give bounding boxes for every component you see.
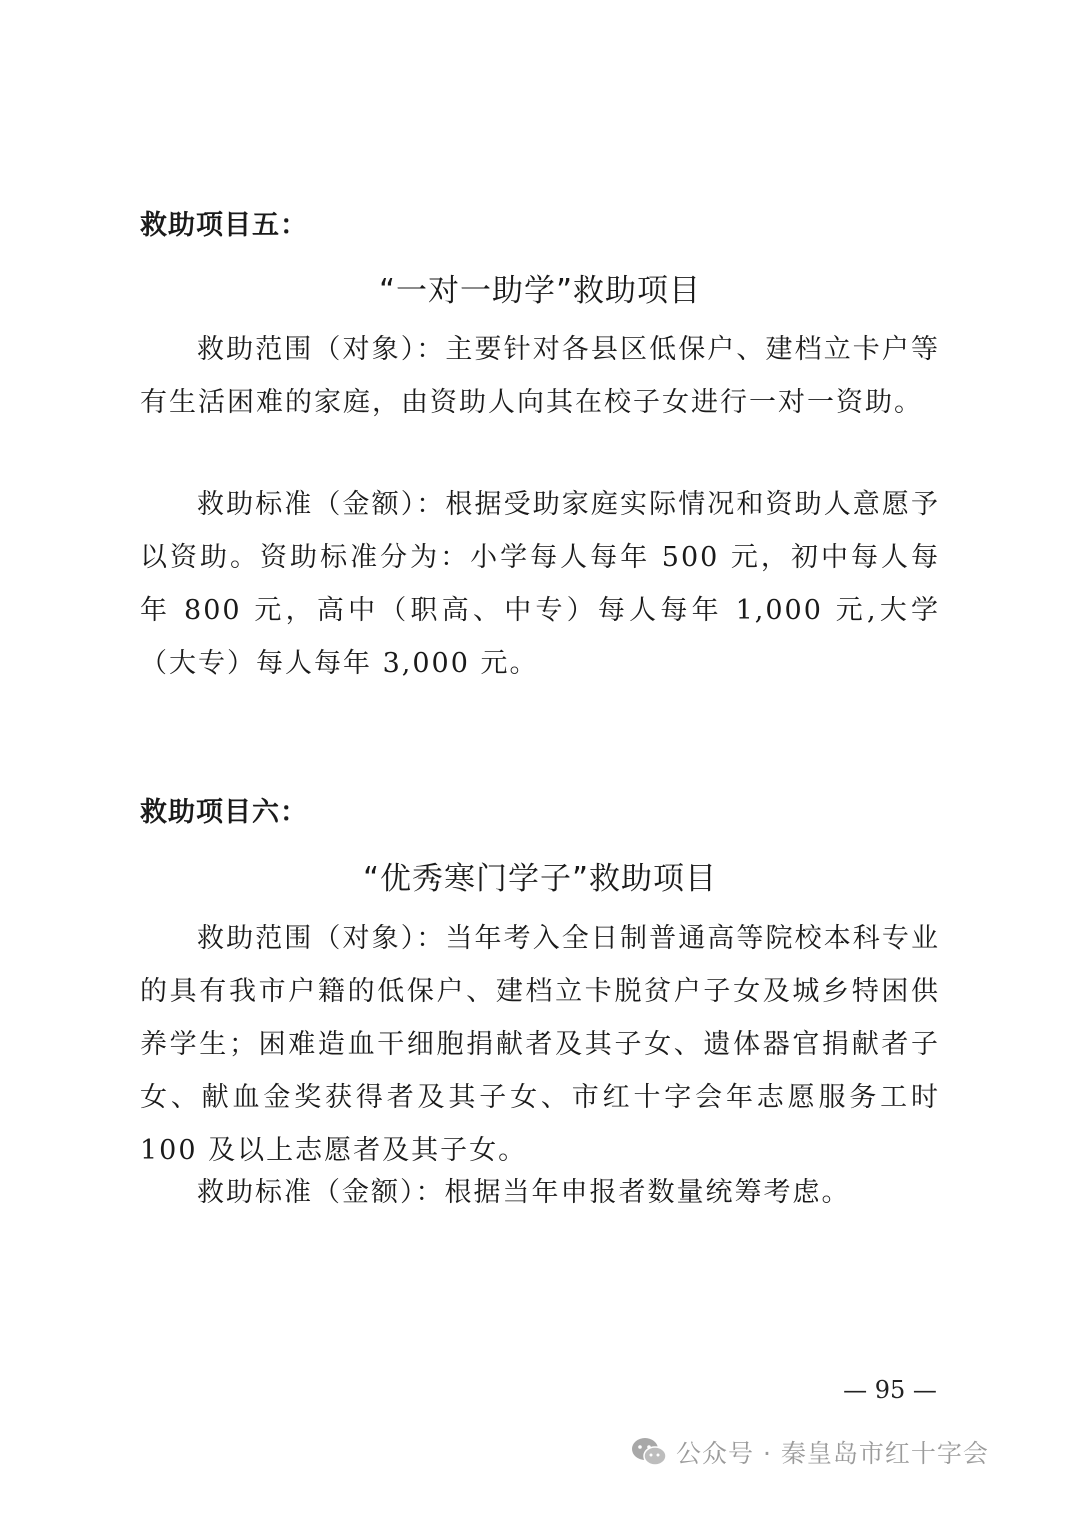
section5-heading: 救助项目五： (140, 210, 308, 241)
watermark (630, 1434, 989, 1470)
section6-standard: 救助标准（金额）：根据当年申报者数量统筹考虑。 (197, 1177, 851, 1208)
watermark-text: 公众号 · 秦皇岛市红十字会 (676, 1439, 989, 1468)
wechat-icon (630, 1436, 668, 1468)
section6-title: “优秀寒门学子”救助项目 (362, 861, 718, 897)
section5-scope: 救助范围（对象）：主要针对各县区低保户、建档立卡户等有生活困难的家庭，由资助人向其在校子女进行一对一资助。 (140, 334, 940, 418)
page-number: — 95 — (843, 1376, 937, 1404)
section5-standard: 救助标准（金额）：根据受助家庭实际情况和资助人意愿予以资助。资助标准分为：小学每人每年 500 元，初中每人每年 800 元，高中（职高、中专）每人每年 1,000 元,大学（大专）每人每年 3,000 元。 (140, 489, 940, 679)
section5-title: “一对一助学”救助项目 (378, 273, 702, 309)
section6-scope: 救助范围（对象）：当年考入全日制普通高等院校本科专业的具有我市户籍的低保户、建档立卡脱贫户子女及城乡特困供养学生；困难造血干细胞捐献者及其子女、遗体器官捐献者子女、献血金奖获得者及其子女、市红十字会年志愿服务工时 100 及以上志愿者及其子女。 (140, 923, 940, 1166)
section6-heading: 救助项目六： (140, 797, 308, 828)
